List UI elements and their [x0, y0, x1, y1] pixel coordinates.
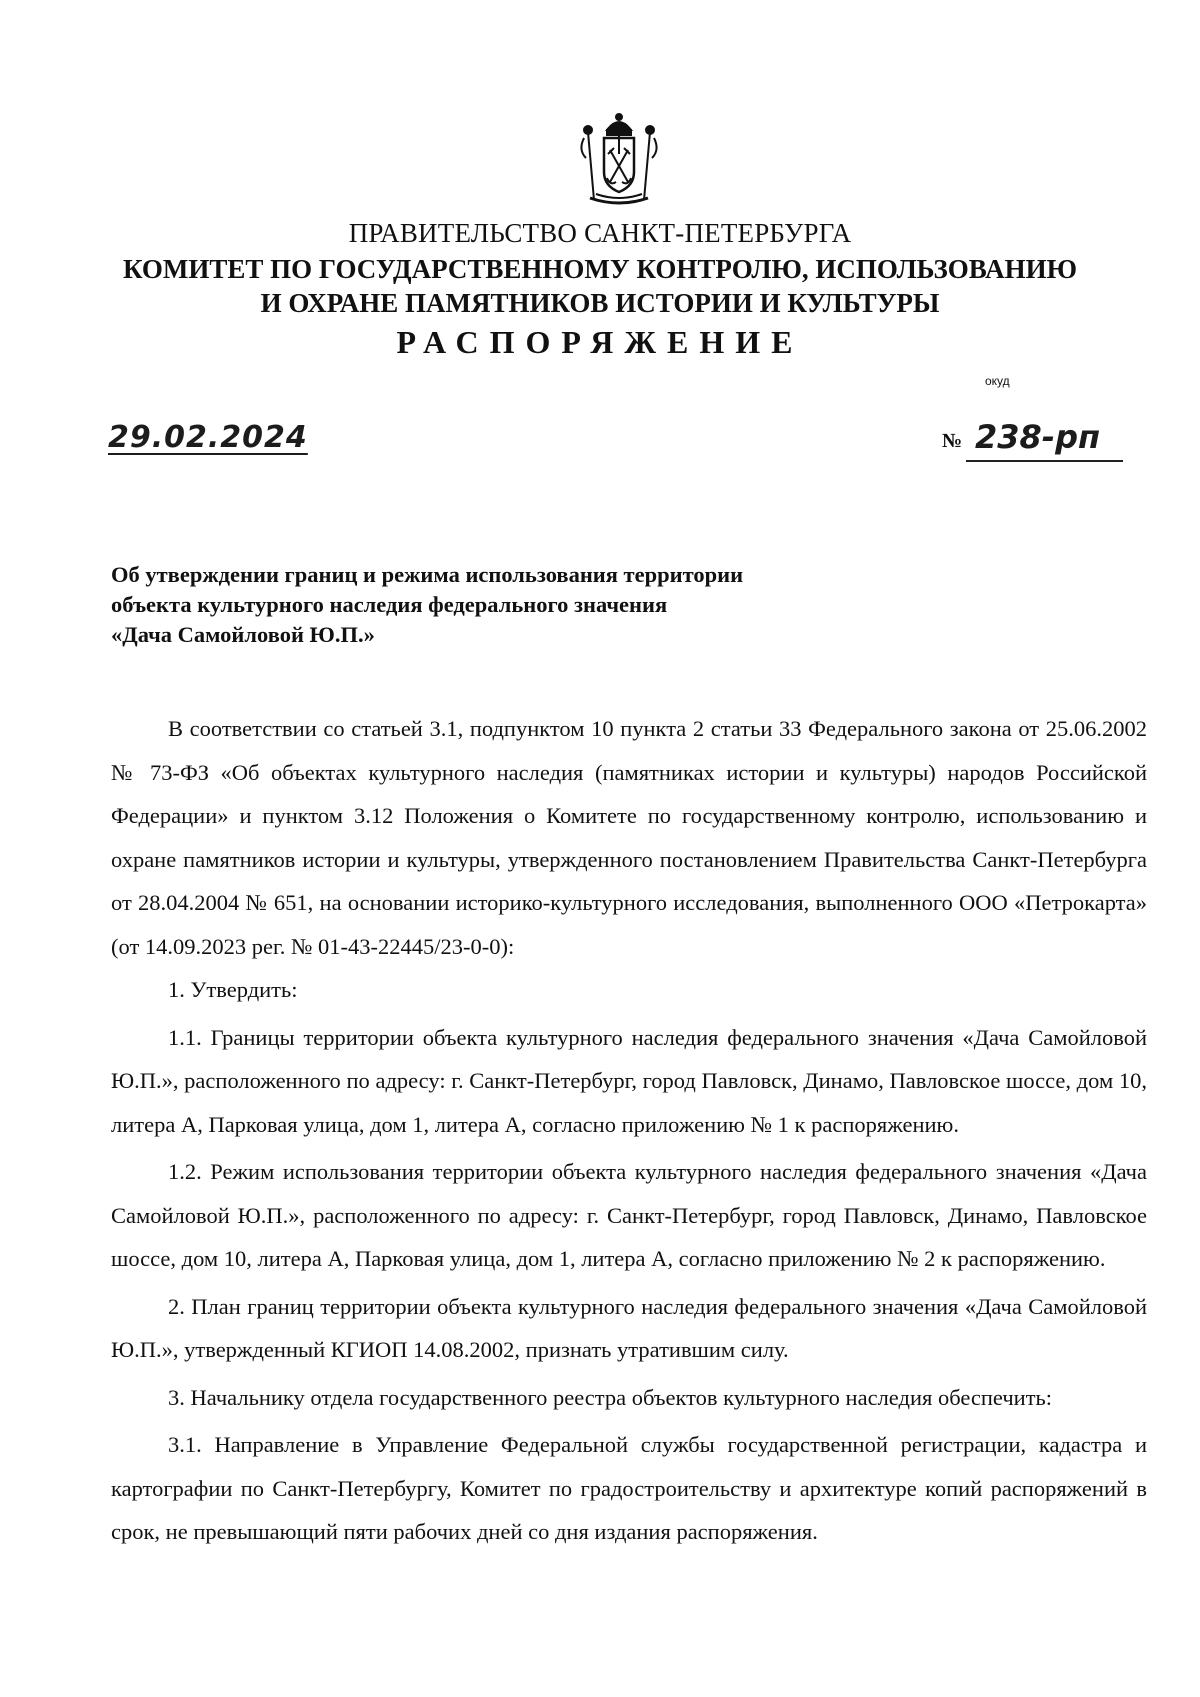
item-2: 2. План границ территории объекта культурного наследия федерального значения «Дача Самойловой Ю.П.», утвержденный КГИОП 14.08.2002, признать утратившим силу. — [111, 1293, 1147, 1362]
document-number: 238-рп — [975, 418, 1101, 456]
number-underline — [966, 460, 1123, 462]
committee-name-line-2: И ОХРАНЕ ПАМЯТНИКОВ ИСТОРИИ И КУЛЬТУРЫ — [260, 288, 940, 318]
item-1-1: 1.1. Границы территории объекта культурного наследия федерального значения «Дача Самойловой Ю.П.», расположенного по адресу: г. Санкт-Петербург, город Павловск, Динамо, Павловское шоссе, дом 10, литера А, Парковая улица, дом 1, литера А, согласно приложению № 1 к распоряжению. — [111, 1024, 1147, 1137]
item-3-1: 3.1. Направление в Управление Федеральной службы государственной регистрации, кадастра и картографии по Санкт-Петербургу, Комитет по градостроительству и архитектуре копий распоряжений в срок, не превышающий пяти рабочих дней со дня издания распоряжения. — [111, 1432, 1147, 1544]
item-3: 3. Начальнику отдела государственного реестра объектов культурного наследия обеспечить: — [168, 1384, 1053, 1410]
title-line-3: «Дача Самойловой Ю.П.» — [111, 622, 375, 647]
committee-name-line-1: КОМИТЕТ ПО ГОСУДАРСТВЕННОМУ КОНТРОЛЮ, ИСПОЛЬЗОВАНИЮ — [123, 254, 1077, 284]
title-line-1: Об утверждении границ и режима использования территории — [111, 562, 744, 587]
item-1: 1. Утвердить: — [168, 977, 298, 1002]
document-type: РАСПОРЯЖЕНИЕ — [396, 324, 804, 360]
coat-of-arms-icon — [574, 110, 664, 210]
title-line-2: объекта культурного наследия федерального значения — [111, 592, 668, 617]
preamble-paragraph: В соответствии со статьей 3.1, подпунктом 10 пункта 2 статьи 33 Федерального закона от 25.06.2002 № 73-ФЗ «Об объектах культурного наследия (памятниках истории и культуры) народов Российской Федерации» и пунктом 3.12 Положения о Комитете по государственному контролю, использованию и охране памятников истории и культуры, утвержденного постановлением Правительства Санкт-Петербурга от 28.04.2004 № 651, на основании историко-культурного исследования, выполненного ООО «Петрокарта» (от 14.09.2023 рег. № 01-43-22445/23-0-0): — [111, 716, 1147, 959]
government-name: ПРАВИТЕЛЬСТВО САНКТ-ПЕТЕРБУРГА — [348, 218, 852, 248]
document-date: 29.02.2024 — [108, 420, 308, 455]
number-prefix: № — [942, 430, 963, 452]
document-title — [111, 560, 871, 650]
document-body — [111, 707, 1147, 1554]
okud-label: окуд — [985, 374, 1010, 388]
item-1-2: 1.2. Режим использования территории объекта культурного наследия федерального значения «Дача Самойловой Ю.П.», расположенного по адресу: г. Санкт-Петербург, город Павловск, Динамо, Павловское шоссе, дом 10, литера А, Парковая улица, дом 1, литера А, согласно приложению № 2 к распоряжению. — [111, 1159, 1147, 1271]
